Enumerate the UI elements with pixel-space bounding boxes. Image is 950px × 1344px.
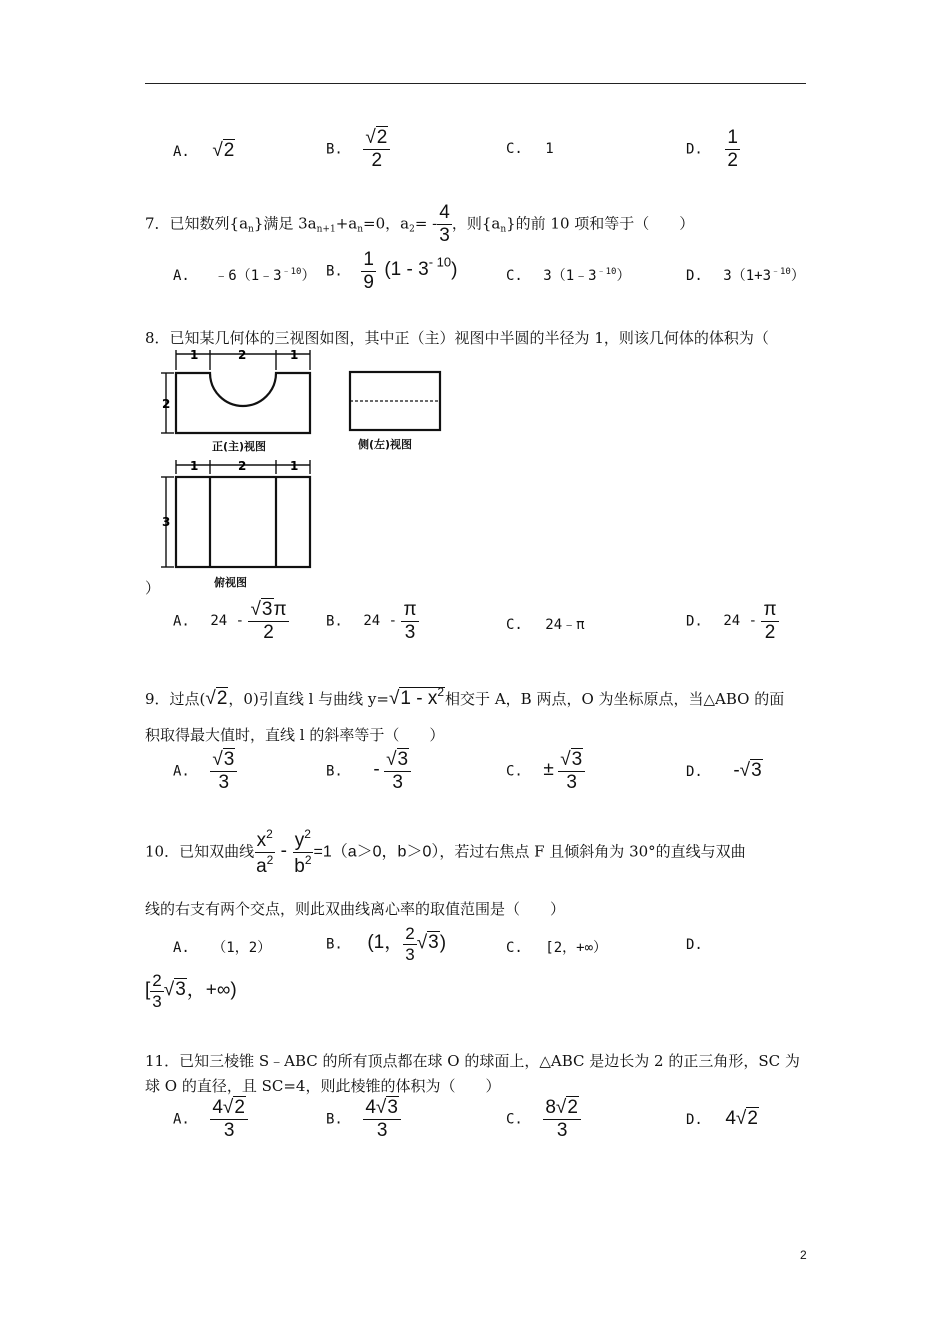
fraction: $\frac{√2}{2}$ bbox=[363, 128, 390, 171]
top-view-caption: 俯视图 bbox=[214, 576, 247, 589]
sqrt-expression: √3 bbox=[739, 760, 762, 781]
fraction: $\frac{4√2}{3}$ bbox=[210, 1098, 248, 1141]
dim-label: 3 bbox=[162, 515, 171, 529]
question-8-close: ） bbox=[145, 579, 161, 597]
fraction: $\frac{x^2}{a^2}$ bbox=[256, 827, 274, 877]
q10-option-a: A. （1，2） bbox=[173, 940, 272, 956]
q6-option-c: C. 1 bbox=[506, 141, 554, 157]
q10-option-d-letter: D. bbox=[686, 937, 703, 953]
q11-option-a: A. $\frac{4√2}{3}$ bbox=[173, 1098, 248, 1141]
fraction: $\frac{2}{3}$ bbox=[152, 971, 162, 1011]
dim-label: 1 bbox=[190, 459, 199, 473]
q9-option-d: D. -√3 bbox=[686, 760, 762, 781]
dim-label: 1 bbox=[190, 348, 199, 362]
dim-label: 2 bbox=[238, 459, 247, 473]
fraction: $\frac{√3}{3}$ bbox=[210, 750, 237, 793]
q8-option-a: A. 24 - $\frac{√3\pi}{2}$ bbox=[173, 599, 287, 643]
fraction: $\frac{1}{9}$ bbox=[363, 249, 374, 293]
q7-option-a: A. $﹣6(1﹣3^{﹣10})$ bbox=[173, 267, 316, 284]
fraction: $\frac{√3}{3}$ bbox=[558, 750, 585, 793]
side-view-figure bbox=[346, 368, 446, 438]
side-view-caption: 侧(左)视图 bbox=[358, 438, 413, 451]
question-7-stem: 7．已知数列$\{a_n\}$满足 $3a_{n+1}+a_n=0$，$a_2=$ - $\frac{4}{3}$ ，则$\{a_n\}$的前 10 项和等于（ ） bbox=[145, 202, 695, 246]
q9-option-a: A. $\frac{√3}{3}$ bbox=[173, 750, 237, 793]
fraction: $\frac{4}{3}$ bbox=[439, 202, 450, 246]
question-8-stem: 8．已知某几何体的三视图如图，其中正（主）视图中半圆的半径为 1，则该几何体的体积为（ bbox=[145, 329, 769, 347]
q7-option-d: D. $3(1+3^{﹣10})$ bbox=[686, 267, 805, 284]
question-11-stem-line1: 11．已知三棱锥 S﹣ABC 的所有顶点都在球 O 的球面上，△ABC 是边长为 2 的正三角形，SC 为 bbox=[145, 1052, 800, 1070]
fraction: $\frac{\pi}{2}$ bbox=[763, 599, 777, 643]
q11-option-b: B. $\frac{4√3}{3}$ bbox=[326, 1098, 401, 1141]
dim-label: 2 bbox=[162, 397, 171, 411]
q10-option-d: [ $\frac{2}{3}$ √3，+∞) bbox=[145, 971, 237, 1011]
question-10-stem-line2: 线的右支有两个交点，则此双曲线离心率的取值范围是（ ） bbox=[145, 900, 566, 918]
dim-label: 2 bbox=[238, 348, 247, 362]
q6-option-d bbox=[686, 128, 740, 171]
question-10-stem-line1: 10．已知双曲线 $\frac{x^2}{a^2}$ - $\frac{y^2}{b^2}$ =1（a＞0，b＞0），若过右焦点 F 且倾斜角为 30°的直线与双曲 bbox=[145, 827, 746, 877]
sqrt-expression: √2 bbox=[212, 140, 235, 161]
fraction: $\frac{4√3}{3}$ bbox=[363, 1098, 401, 1141]
q6-option-b bbox=[326, 128, 390, 171]
sqrt-expression: √3 bbox=[163, 979, 186, 1001]
sqrt-expression: √2 bbox=[205, 688, 228, 709]
fraction: $\frac{8√2}{3}$ bbox=[543, 1098, 581, 1141]
fraction: $\frac{\pi}{3}$ bbox=[403, 599, 417, 643]
q11-option-c: C. $\frac{8√2}{3}$ bbox=[506, 1098, 581, 1141]
q6-option-a bbox=[173, 140, 235, 162]
q9-option-b: B. - $\frac{√3}{3}$ bbox=[326, 750, 411, 793]
option-letter: D. bbox=[686, 141, 703, 158]
option-letter: A. bbox=[173, 144, 190, 160]
top-view-figure bbox=[158, 456, 318, 572]
q10-option-b: B. (1， $\frac{2}{3}$ √3) bbox=[326, 924, 447, 964]
sqrt-expression: √3 bbox=[416, 932, 439, 954]
question-9-stem-line1: 9．过点(√2，0)引直线 l 与曲线 $y=√1 - x^2$相交于 A，B 两点，O 为坐标原点，当△ABO 的面 bbox=[145, 685, 785, 709]
dim-label: 1 bbox=[290, 348, 299, 362]
q7-option-c: C. $3(1﹣3^{﹣10})$ bbox=[506, 267, 631, 284]
fraction: $\frac{√3}{3}$ bbox=[384, 750, 411, 793]
q9-option-c: C. ± $\frac{√3}{3}$ bbox=[506, 750, 585, 793]
front-view-caption: 正(主)视图 bbox=[212, 440, 267, 453]
fraction: $\frac{2}{3}$ bbox=[405, 924, 415, 964]
q7-option-b: B. $\frac{1}{9}$ (1 - 3- 10) bbox=[326, 249, 458, 293]
dim-label: 1 bbox=[290, 459, 299, 473]
question-9-stem-line2: 积取得最大值时，直线 l 的斜率等于（ ） bbox=[145, 726, 445, 744]
q8-option-b: B. 24 - $\frac{\pi}{3}$ bbox=[326, 599, 417, 643]
front-view-outline bbox=[176, 373, 310, 433]
fraction: $\frac{1}{2}$ bbox=[727, 127, 738, 171]
header-rule bbox=[145, 83, 806, 84]
q11-option-d: D. 4√2 bbox=[686, 1108, 758, 1129]
page-number: 2 bbox=[800, 1248, 807, 1262]
question-11-stem-line2: 球 O 的直径，且 SC=4，则此棱锥的体积为（ ） bbox=[145, 1077, 501, 1095]
option-letter: B. bbox=[326, 141, 343, 158]
q10-option-c: C. [2，+∞） bbox=[506, 940, 608, 956]
q8-option-c: C. 24﹣π bbox=[506, 617, 585, 633]
fraction: $\frac{√3\pi}{2}$ bbox=[250, 599, 287, 643]
q8-option-d: D. 24 - $\frac{\pi}{2}$ bbox=[686, 599, 777, 643]
sqrt-expression: $√1 - x^2$ bbox=[388, 685, 445, 709]
fraction: $\frac{y^2}{b^2}$ bbox=[294, 827, 312, 877]
sqrt-expression: 4√2 bbox=[725, 1108, 758, 1129]
